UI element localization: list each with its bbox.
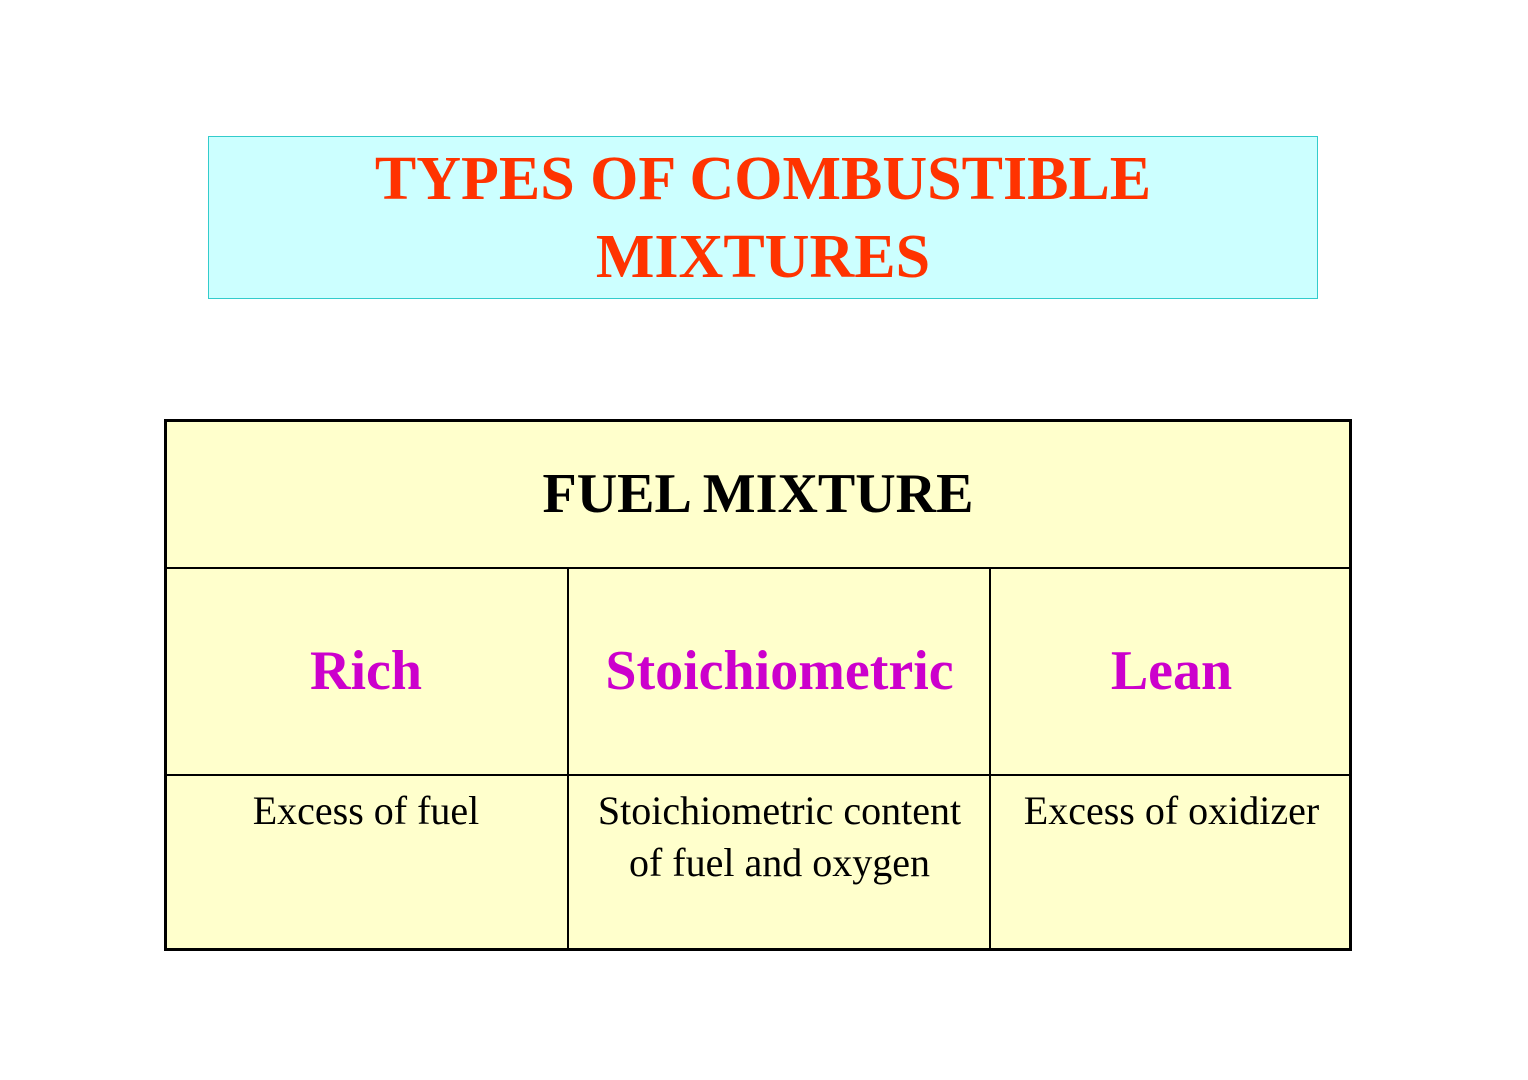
desc-cell-rich	[164, 775, 568, 951]
desc-cell-stoichiometric	[569, 775, 990, 951]
table-header: FUEL MIXTURE	[542, 462, 974, 525]
type-cell-lean	[991, 568, 1352, 774]
table-header-cell	[164, 419, 1352, 568]
table-border-bottom	[164, 948, 1352, 951]
row-divider	[164, 774, 1352, 776]
header-divider	[164, 567, 1352, 569]
table-border-top	[164, 419, 1352, 422]
type-label-rich: Rich	[310, 640, 422, 702]
type-cell-stoichiometric	[569, 568, 990, 774]
desc-lean: Excess of oxidizer	[1023, 788, 1320, 833]
type-cell-rich	[164, 568, 568, 774]
type-label-lean: Lean	[1110, 640, 1233, 702]
type-label-stoichiometric: Stoichiometric	[605, 640, 954, 702]
title-box	[208, 136, 1318, 299]
desc-cell-lean	[991, 775, 1352, 951]
table-border-right	[1349, 419, 1352, 951]
title-line-2: MIXTURES	[595, 222, 931, 291]
table-border-left	[164, 419, 167, 951]
column-divider-2	[989, 568, 991, 951]
fuel-mixture-table	[164, 419, 1352, 951]
title-line-1: TYPES OF COMBUSTIBLE	[374, 144, 1152, 213]
desc-rich: Excess of fuel	[252, 788, 480, 833]
column-divider-1	[567, 568, 569, 951]
desc-stoichiometric: Stoichiometric content of fuel and oxygen	[597, 788, 962, 885]
